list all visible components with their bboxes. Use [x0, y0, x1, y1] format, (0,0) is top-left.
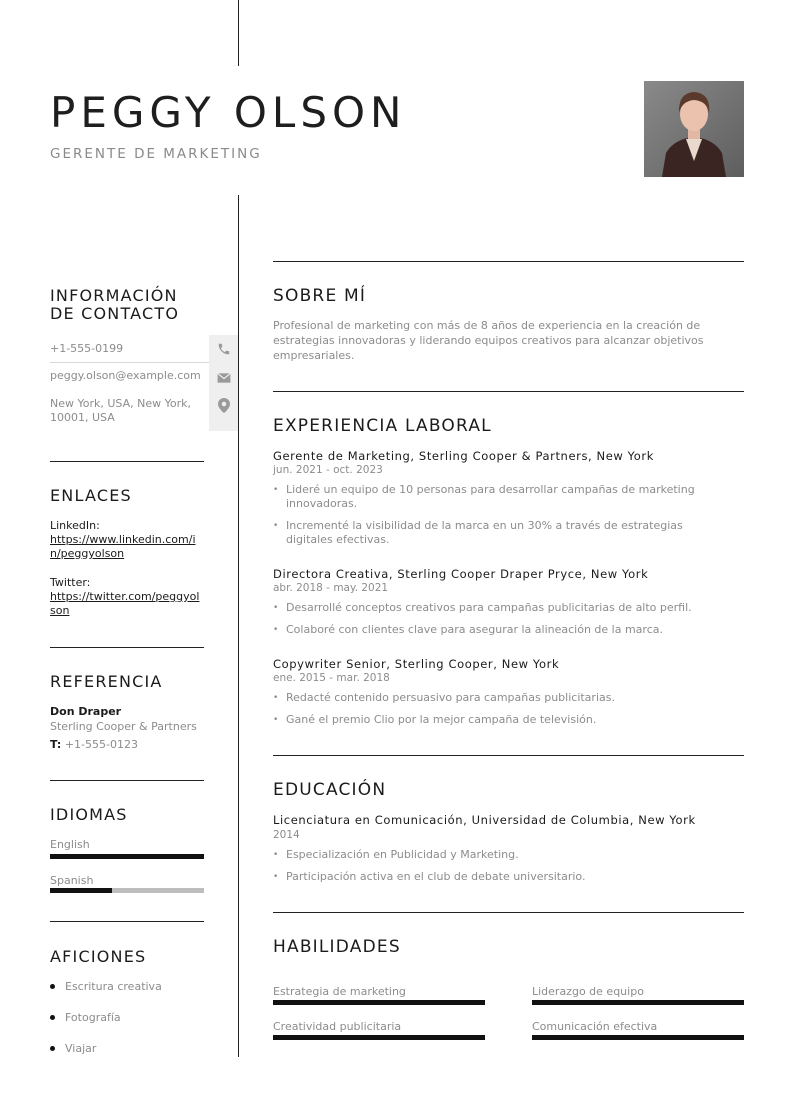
- hobbies-heading: AFICIONES: [50, 947, 147, 966]
- job-title: Gerente de Marketing, Sterling Cooper & Partners, New York: [273, 449, 655, 463]
- job-dates: jun. 2021 - oct. 2023: [273, 464, 383, 476]
- contact-heading: INFORMACIÓN DE CONTACTO: [50, 286, 180, 323]
- about-heading: SOBRE MÍ: [273, 286, 367, 306]
- section-rule: [273, 261, 744, 262]
- bullet-dot-icon: [50, 1015, 55, 1020]
- phone-icon: [209, 335, 238, 363]
- skill-label: Estrategia de marketing: [273, 985, 406, 998]
- reference-company: Sterling Cooper & Partners: [50, 720, 197, 733]
- education-bullet: • Especialización en Publicidad y Marketing.: [273, 848, 519, 861]
- language-level-bar: [50, 888, 204, 893]
- sidebar-rule: [50, 780, 204, 781]
- language-label: English: [50, 838, 90, 851]
- sidebar-rule: [50, 461, 204, 462]
- bullet-dot-icon: [50, 1046, 55, 1051]
- reference-phone: T: +1-555-0123: [50, 738, 138, 751]
- email-icon: [209, 364, 238, 392]
- bullet-dot-icon: [50, 984, 55, 989]
- sidebar-rule: [50, 921, 204, 922]
- language-level-fill: [50, 854, 204, 859]
- divider-vertical-top: [238, 0, 239, 66]
- reference-name: Don Draper: [50, 705, 122, 718]
- contact-icon-column: [209, 335, 238, 431]
- location-icon: [209, 391, 238, 419]
- job-dates: abr. 2018 - may. 2021: [273, 582, 389, 594]
- skill-level-bar: [532, 1000, 744, 1005]
- skill-level-bar: [273, 1035, 485, 1040]
- profile-photo: [644, 81, 744, 177]
- section-rule: [273, 391, 744, 392]
- linkedin-link[interactable]: https://www.linkedin.com/in/peggyolson: [50, 533, 196, 560]
- twitter-label: Twitter:: [50, 576, 91, 589]
- about-text: Profesional de marketing con más de 8 años de experiencia en la creación de estrategias innovadoras y liderando equipos creativos para alcanzar objetivos empresariales.: [273, 319, 704, 362]
- reference-heading: REFERENCIA: [50, 672, 163, 691]
- job-dates: ene. 2015 - mar. 2018: [273, 672, 390, 684]
- section-rule: [273, 755, 744, 756]
- job-bullet: • Incrementé la visibilidad de la marca en un 30% a través de estrategias digitales efectivas.: [273, 519, 683, 546]
- degree-title: Licenciatura en Comunicación, Universidad de Columbia, New York: [273, 813, 696, 827]
- skill-label: Liderazgo de equipo: [532, 985, 644, 998]
- contact-divider: [50, 362, 209, 363]
- job-bullet: • Lideré un equipo de 10 personas para desarrollar campañas de marketing innovadoras.: [273, 483, 695, 510]
- language-level-bar: [50, 854, 204, 859]
- skill-level-bar: [273, 1000, 485, 1005]
- education-bullet: • Participación activa en el club de debate universitario.: [273, 870, 586, 883]
- job-bullet: • Colaboré con clientes clave para asegurar la alineación de la marca.: [273, 623, 663, 636]
- job-bullet: • Gané el premio Clio por la mejor campaña de televisión.: [273, 713, 597, 726]
- job-title: Directora Creativa, Sterling Cooper Draper Pryce, New York: [273, 567, 649, 581]
- languages-heading: IDIOMAS: [50, 805, 128, 824]
- candidate-name: PEGGY OLSON: [50, 88, 407, 137]
- language-level-fill: [50, 888, 112, 893]
- skill-level-bar: [532, 1035, 744, 1040]
- links-heading: ENLACES: [50, 486, 132, 505]
- degree-year: 2014: [273, 829, 300, 841]
- job-bullet: • Redacté contenido persuasivo para campañas publicitarias.: [273, 691, 615, 704]
- candidate-title: GERENTE DE MARKETING: [50, 146, 262, 162]
- linkedin-label: LinkedIn:: [50, 519, 100, 532]
- section-rule: [273, 912, 744, 913]
- experience-heading: EXPERIENCIA LABORAL: [273, 416, 492, 436]
- twitter-link[interactable]: https://twitter.com/peggyolson: [50, 590, 200, 617]
- language-label: Spanish: [50, 874, 94, 887]
- skill-label: Comunicación efectiva: [532, 1020, 658, 1033]
- skills-heading: HABILIDADES: [273, 937, 401, 957]
- education-heading: EDUCACIÓN: [273, 780, 387, 800]
- skill-label: Creatividad publicitaria: [273, 1020, 402, 1033]
- job-title: Copywriter Senior, Sterling Cooper, New York: [273, 657, 560, 671]
- sidebar-rule: [50, 647, 204, 648]
- divider-vertical-main: [238, 195, 239, 1057]
- job-bullet: • Desarrollé conceptos creativos para campañas publicitarias de alto perfil.: [273, 601, 692, 614]
